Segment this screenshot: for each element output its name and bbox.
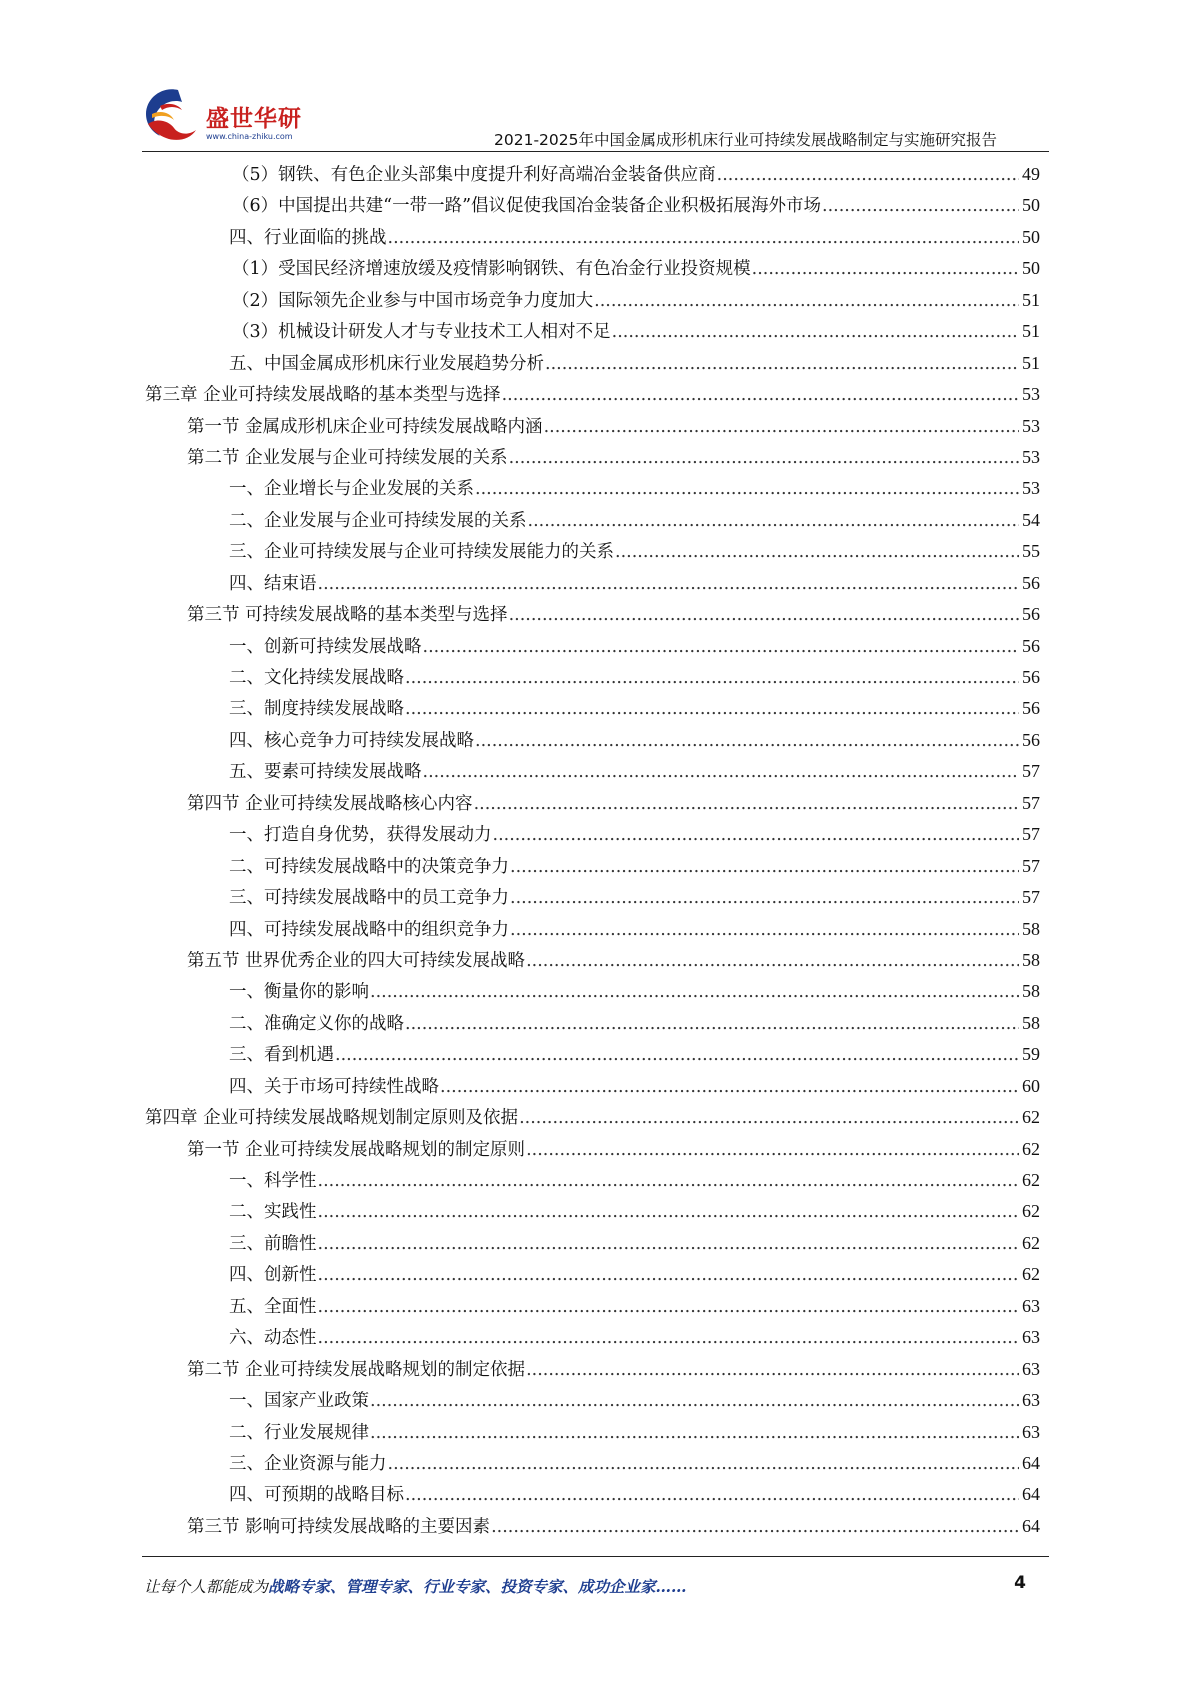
toc-entry-title: 一、衡量你的影响 <box>229 982 369 1003</box>
toc-dot-leader <box>752 254 1019 285</box>
toc-entry[interactable] <box>145 253 1040 284</box>
toc-entry[interactable] <box>145 568 1040 599</box>
toc-entry-page: 62 <box>1022 1107 1040 1128</box>
toc-entry-title: 第二节 企业可持续发展战略规划的制定依据 <box>187 1359 526 1380</box>
toc-entry-title: 三、前瞻性 <box>229 1233 317 1254</box>
toc-entry[interactable] <box>145 411 1040 442</box>
toc-dot-leader <box>544 412 1019 443</box>
toc-dot-leader <box>440 1072 1019 1103</box>
toc-entry-title: 第二节 企业发展与企业可持续发展的关系 <box>187 447 508 468</box>
toc-entry-page: 56 <box>1022 667 1040 687</box>
toc-entry-page: 56 <box>1022 729 1040 750</box>
toc-entry[interactable] <box>145 222 1040 253</box>
toc-dot-leader <box>612 317 1019 348</box>
toc-entry-title: 一、打造自身优势，获得发展动力 <box>229 825 492 846</box>
toc-entry-page: 63 <box>1022 1295 1040 1316</box>
toc-dot-leader <box>493 820 1020 851</box>
toc-entry-title: 二、文化持续发展战略 <box>229 668 404 688</box>
toc-dot-leader <box>423 757 1020 788</box>
toc-entry-page: 60 <box>1022 1075 1040 1096</box>
toc-entry-title: （1）受国民经济增速放缓及疫情影响钢铁、有色冶金行业投资规模 <box>232 259 751 280</box>
toc-entry-page: 50 <box>1022 195 1040 216</box>
brand-logo <box>138 84 318 146</box>
toc-entry[interactable] <box>145 819 1040 850</box>
toc-dot-leader <box>318 1260 1020 1291</box>
toc-entry[interactable] <box>145 1228 1040 1259</box>
toc-entry-page: 55 <box>1022 541 1040 562</box>
toc-entry-page: 58 <box>1022 1012 1040 1033</box>
toc-dot-leader <box>510 915 1019 946</box>
toc-entry[interactable] <box>145 1102 1040 1133</box>
toc-entry-page: 56 <box>1022 572 1040 593</box>
header-divider <box>142 151 1049 152</box>
footer-slogan <box>144 1575 687 1597</box>
toc-dot-leader <box>545 349 1019 380</box>
toc-entry-page: 62 <box>1022 1264 1040 1285</box>
toc-entry-title: 四、核心竞争力可持续发展战略 <box>229 730 474 751</box>
toc-dot-leader <box>370 977 1019 1008</box>
toc-entry-title: 二、准确定义你的战略 <box>229 1013 404 1034</box>
toc-entry-page: 56 <box>1022 604 1040 625</box>
toc-entry[interactable] <box>145 348 1040 379</box>
toc-dot-leader <box>405 663 1019 694</box>
toc-entry[interactable] <box>145 1511 1040 1542</box>
toc-dot-leader <box>405 1009 1019 1040</box>
toc-entry-title: 四、可持续发展战略中的组织竞争力 <box>229 919 509 940</box>
brand-name: 盛世华研 <box>206 106 302 132</box>
toc-dot-leader <box>388 1449 1020 1480</box>
toc-entry-title: 第一节 金属成形机床企业可持续发展战略内涵 <box>187 416 543 437</box>
toc-entry-page: 51 <box>1022 352 1040 373</box>
page-number: 4 <box>1014 1573 1026 1593</box>
toc-entry-page: 54 <box>1022 509 1040 530</box>
toc-dot-leader <box>405 1480 1019 1511</box>
brand-url: www.china-zhiku.com <box>206 132 293 141</box>
toc-entry-page: 57 <box>1022 761 1040 782</box>
toc-entry[interactable] <box>145 1479 1040 1510</box>
toc-entry[interactable] <box>145 693 1040 724</box>
toc-entry[interactable] <box>145 662 1040 693</box>
toc-dot-leader <box>370 1418 1019 1449</box>
toc-dot-leader <box>526 1135 1019 1166</box>
toc-entry[interactable] <box>145 1354 1040 1385</box>
toc-dot-leader <box>335 1040 1019 1071</box>
toc-entry-page: 53 <box>1022 415 1040 436</box>
toc-dot-leader <box>475 474 1019 505</box>
toc-entry-page: 51 <box>1022 321 1040 342</box>
toc-entry-title: 第四章 企业可持续发展战略规划制定原则及依据 <box>145 1108 519 1129</box>
toc-entry-title: 一、国家产业政策 <box>229 1391 369 1412</box>
toc-dot-leader <box>318 1166 1020 1197</box>
toc-entry[interactable] <box>145 1134 1040 1165</box>
toc-dot-leader <box>615 537 1019 568</box>
toc-entry[interactable] <box>145 1165 1040 1196</box>
toc-entry-title: 四、结束语 <box>229 573 317 594</box>
toc-entry-title: 四、行业面临的挑战 <box>229 227 387 248</box>
toc-entry[interactable] <box>145 159 1040 190</box>
toc-entry-page: 64 <box>1022 1515 1040 1536</box>
toc-entry-page: 62 <box>1022 1138 1040 1159</box>
toc-dot-leader <box>474 789 1019 820</box>
toc-entry-title: 三、看到机遇 <box>229 1045 334 1066</box>
toc-entry-title: 一、科学性 <box>229 1171 317 1191</box>
toc-entry[interactable] <box>145 442 1040 473</box>
toc-entry-page: 56 <box>1022 698 1040 719</box>
toc-entry[interactable] <box>145 631 1040 662</box>
toc-dot-leader <box>526 946 1019 977</box>
toc-entry-page: 53 <box>1022 478 1040 499</box>
toc-dot-leader <box>318 1197 1020 1228</box>
toc-entry-title: 第四节 企业可持续发展战略核心内容 <box>187 793 473 814</box>
toc-entry-title: 二、可持续发展战略中的决策竞争力 <box>229 856 509 877</box>
toc-entry-title: 三、企业可持续发展与企业可持续发展能力的关系 <box>229 542 614 563</box>
toc-entry[interactable] <box>145 788 1040 819</box>
toc-dot-leader <box>717 160 1019 191</box>
toc-entry[interactable] <box>145 851 1040 882</box>
toc-entry-title: 第三节 可持续发展战略的基本类型与选择 <box>187 605 508 626</box>
toc-entry-page: 58 <box>1022 981 1040 1002</box>
toc-entry-title: 三、企业资源与能力 <box>229 1453 387 1474</box>
toc-entry-page: 62 <box>1022 1232 1040 1253</box>
toc-entry[interactable] <box>145 882 1040 913</box>
toc-entry[interactable] <box>145 725 1040 756</box>
toc-entry[interactable] <box>145 505 1040 536</box>
toc-entry[interactable] <box>145 1259 1040 1290</box>
toc-entry-page: 53 <box>1022 384 1040 405</box>
toc-entry-title: 第三节 影响可持续发展战略的主要因素 <box>187 1516 491 1537</box>
toc-entry-title: （6）中国提出共建“一带一路”倡议促使我国冶金装备企业积极拓展海外市场 <box>232 196 822 217</box>
toc-entry-page: 63 <box>1022 1358 1040 1379</box>
toc-entry-title: 四、创新性 <box>229 1265 317 1286</box>
toc-entry-page: 57 <box>1022 855 1040 876</box>
footer-divider <box>142 1556 1049 1557</box>
toc-entry[interactable] <box>145 1417 1040 1448</box>
toc-entry-title: 一、创新可持续发展战略 <box>229 636 422 657</box>
table-of-contents <box>145 159 1040 1542</box>
toc-entry-page: 63 <box>1022 1327 1040 1348</box>
toc-entry-title: 第五节 世界优秀企业的四大可持续发展战略 <box>187 950 526 971</box>
toc-entry[interactable] <box>145 1071 1040 1102</box>
toc-entry[interactable] <box>145 1008 1040 1039</box>
toc-entry-title: （5）钢铁、有色企业头部集中度提升利好高端冶金装备供应商 <box>232 165 716 185</box>
toc-dot-leader <box>822 191 1019 222</box>
toc-entry-title: 二、企业发展与企业可持续发展的关系 <box>229 510 527 531</box>
toc-entry[interactable] <box>145 473 1040 504</box>
toc-entry-page: 50 <box>1022 226 1040 247</box>
toc-entry[interactable] <box>145 536 1040 567</box>
toc-entry-page: 64 <box>1022 1452 1040 1473</box>
toc-entry-title: （3）机械设计研发人才与专业技术工人相对不足 <box>232 322 611 343</box>
toc-entry[interactable] <box>145 914 1040 945</box>
toc-entry-page: 57 <box>1022 792 1040 813</box>
toc-dot-leader <box>526 1355 1019 1386</box>
toc-entry-title: 四、关于市场可持续性战略 <box>229 1076 439 1097</box>
toc-entry-title: 一、企业增长与企业发展的关系 <box>229 479 474 500</box>
logo-emblem-icon <box>138 84 204 146</box>
toc-entry-title: 五、要素可持续发展战略 <box>229 762 422 783</box>
toc-entry-title: 五、全面性 <box>229 1296 317 1317</box>
toc-entry-title: 三、可持续发展战略中的员工竞争力 <box>229 888 509 909</box>
toc-entry-page: 58 <box>1022 949 1040 970</box>
toc-dot-leader <box>475 726 1019 757</box>
document-title: 2021-2025年中国金属成形机床行业可持续发展战略制定与实施研究报告 <box>494 131 997 149</box>
toc-entry-page: 62 <box>1022 1201 1040 1222</box>
toc-entry-page: 63 <box>1022 1390 1040 1411</box>
toc-entry[interactable] <box>145 285 1040 316</box>
toc-entry-title: 三、制度持续发展战略 <box>229 699 404 720</box>
toc-entry-title: 第一节 企业可持续发展战略规划的制定原则 <box>187 1139 526 1160</box>
toc-entry[interactable] <box>145 1322 1040 1353</box>
toc-entry[interactable] <box>145 976 1040 1007</box>
toc-dot-leader <box>519 1103 1019 1134</box>
toc-entry-page: 58 <box>1022 918 1040 939</box>
toc-dot-leader <box>491 1512 1019 1543</box>
toc-entry-page: 51 <box>1022 289 1040 310</box>
toc-entry-title: 五、中国金属成形机床行业发展趋势分析 <box>229 353 544 374</box>
toc-dot-leader <box>509 600 1019 631</box>
toc-entry-page: 57 <box>1022 887 1040 908</box>
toc-entry[interactable] <box>145 945 1040 976</box>
toc-dot-leader <box>318 1229 1020 1260</box>
toc-dot-leader <box>594 286 1019 317</box>
toc-entry[interactable] <box>145 1039 1040 1070</box>
toc-dot-leader <box>318 1323 1020 1354</box>
toc-entry-title: （2）国际领先企业参与中国市场竞争力度加大 <box>232 290 594 311</box>
toc-entry-page: 50 <box>1022 258 1040 279</box>
toc-entry-page: 56 <box>1022 635 1040 656</box>
toc-dot-leader <box>388 223 1020 254</box>
toc-dot-leader <box>318 569 1020 600</box>
toc-dot-leader <box>510 883 1019 914</box>
toc-entry-title: 四、可预期的战略目标 <box>229 1485 404 1506</box>
toc-dot-leader <box>370 1386 1019 1417</box>
footer-slogan-prefix: 让每个人都能成为 <box>144 1578 269 1596</box>
toc-entry-title: 二、实践性 <box>229 1202 317 1223</box>
toc-entry[interactable] <box>145 1291 1040 1322</box>
toc-entry-page: 63 <box>1022 1421 1040 1442</box>
toc-entry[interactable] <box>145 190 1040 221</box>
toc-dot-leader <box>318 1292 1020 1323</box>
toc-entry[interactable] <box>145 316 1040 347</box>
toc-dot-leader <box>502 380 1019 411</box>
toc-entry-page: 64 <box>1022 1484 1040 1505</box>
toc-entry-page: 49 <box>1022 164 1040 184</box>
toc-dot-leader <box>405 694 1019 725</box>
toc-entry-title: 六、动态性 <box>229 1328 317 1349</box>
toc-entry[interactable] <box>145 1196 1040 1227</box>
toc-dot-leader <box>509 443 1019 474</box>
toc-entry[interactable] <box>145 599 1040 630</box>
toc-entry-title: 第三章 企业可持续发展战略的基本类型与选择 <box>145 385 501 406</box>
toc-dot-leader <box>510 852 1019 883</box>
toc-dot-leader <box>528 506 1020 537</box>
toc-dot-leader <box>423 632 1020 663</box>
toc-entry-title: 二、行业发展规律 <box>229 1422 369 1443</box>
toc-entry-page: 53 <box>1022 446 1040 467</box>
toc-entry-page: 59 <box>1022 1044 1040 1065</box>
toc-entry[interactable] <box>145 1448 1040 1479</box>
toc-entry-page: 62 <box>1022 1170 1040 1190</box>
toc-entry-page: 57 <box>1022 824 1040 845</box>
toc-entry[interactable] <box>145 379 1040 410</box>
footer-slogan-highlight: 战略专家、管理专家、行业专家、投资专家、成功企业家…… <box>268 1577 687 1596</box>
toc-entry[interactable] <box>145 1385 1040 1416</box>
toc-entry[interactable] <box>145 756 1040 787</box>
